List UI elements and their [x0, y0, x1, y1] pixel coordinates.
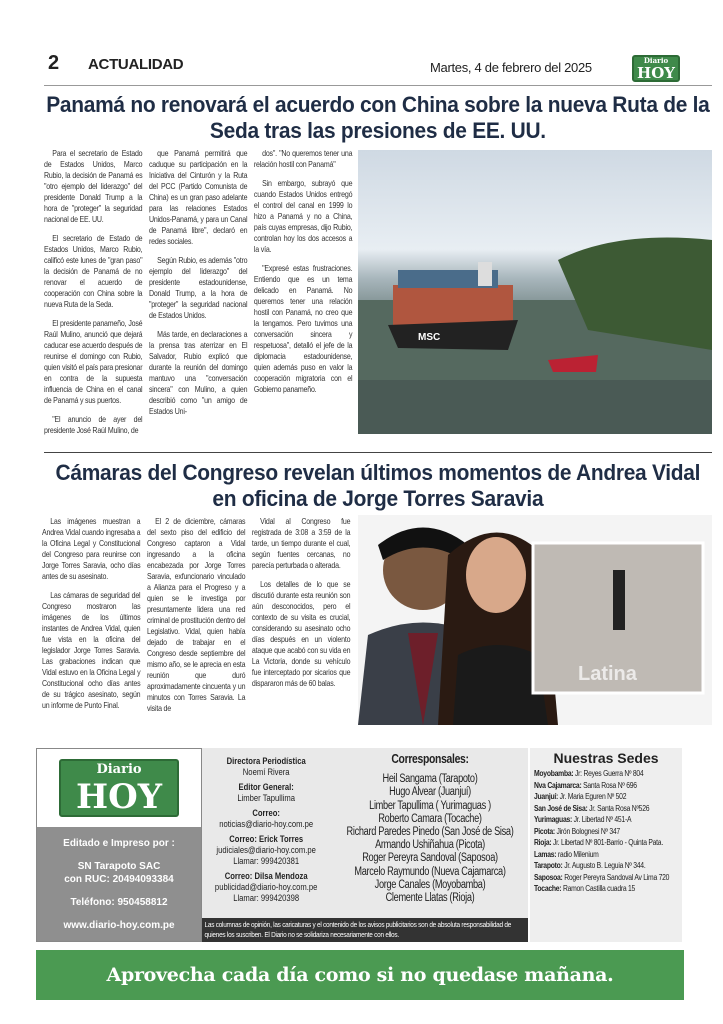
website-link[interactable]: www.diario-hoy.com.pe: [63, 920, 175, 931]
sede-item: [534, 791, 679, 803]
logo-top: Diario: [96, 762, 142, 777]
text-column: [149, 148, 247, 436]
staff-role: Editor General:: [238, 782, 294, 792]
tv-watermark: Latina: [578, 663, 637, 685]
sede-city: Juanjuí:: [534, 792, 559, 801]
sede-address: Jr. Maria Eguren Nº 502: [558, 792, 627, 801]
sede-address: Jr. Augusto B. Leguia Nº 344.: [562, 861, 646, 870]
paragraph: dos". "No queremos tener una relación hostil con Panamá": [253, 148, 353, 169]
company-name: SN Tarapoto SAC: [77, 861, 161, 872]
sede-city: Lamas:: [534, 849, 557, 859]
sede-address: Jr. Libertad Nº 801-Barrio - Quinta Pata.: [551, 838, 663, 847]
staff-value: Limber Tapullima: [237, 793, 296, 803]
article1-photo-ship: [358, 150, 712, 434]
sedes-title: Nuestras Sedes: [553, 750, 659, 766]
paragraph: que Panamá permitirá que caduque su participación en la Iniciativa del Cinturón y la Ruta del PCC (Partido Comunista de China) es un gran paso adelante para las relaciones Estados Unidos-Panamá, y para un Canal de Panamá libre", declaró en redes sociales.: [148, 148, 248, 246]
sede-city: Nva Cajamarca:: [534, 780, 582, 790]
section-title: ACTUALIDAD: [88, 56, 184, 73]
staff-box: [202, 748, 528, 942]
sede-city: Tarapoto:: [534, 861, 563, 870]
paragraph: Sin embargo, subrayó que cuando Estados Unidos entregó el control del canal en 1999 lo hizo a Panamá y no a China, país cuyas empresas, dijo Rubio, controlan hoy los dos accesos a la vía.: [253, 178, 353, 254]
paragraph: Para el secretario de Estado de Estados Unidos, Marco Rubio, la decisión de Panamá es "otro ejemplo del liderazgo" del presidente Donald Trump a la hora de "proteger" la seguridad nacional de EE. UU.: [44, 148, 143, 224]
header-divider: [44, 85, 712, 86]
paragraph: Más tarde, en declaraciones a la prensa tras aterrizar en El Salvador, Rubio explicó que durante la reunión del domingo mantuvo una "conversación sincera" con Mulino, a quien describió como "un amigo de Estados Uni-: [148, 329, 248, 416]
correspondent-item: Armando Ushiñahua (Picota): [375, 839, 485, 852]
correspondents: [332, 752, 528, 905]
sede-city: Saposoa:: [534, 872, 563, 882]
correspondent-item: Roger Pereyra Sandoval (Saposoa): [362, 852, 498, 865]
sede-item: [534, 860, 679, 872]
text-column: [252, 516, 350, 714]
paragraph: El presidente panameño, José Raúl Mulino, anunció que dejará caducar ese acuerdo después de reunirse el domingo con Rubio, quien visitó el país para presionar en contra de la supuesta influencia de China en el canal de Panamá y sus puertos.: [44, 318, 143, 405]
sede-item: [534, 803, 679, 815]
paragraph: Vidal al Congreso fue registrada de 3:08 a 3:59 de la tarde, un tiempo durante el cual, según fuentes cercanas, no parecía perturbada o alterada.: [251, 516, 351, 570]
sede-address: Roger Pereyra Sandoval Av Lima 720: [562, 872, 670, 882]
masthead-box: [36, 748, 202, 942]
sede-address: Santa Rosa Nº 696: [581, 780, 637, 790]
sede-city: Picota:: [534, 826, 555, 836]
paragraph: El secretario de Estado de Estados Unidos, Marco Rubio, calificó este lunes de "gran paso" la decisión de Panamá de no renovar el acuerdo de cooperación con China sobre la nueva Ruta de la Seda.: [44, 233, 143, 309]
article2-body: [42, 516, 352, 714]
staff-value: publicidad@diario-hoy.com.pe: [214, 882, 318, 892]
sede-city: San José de Sisa:: [534, 803, 588, 813]
article2-photo: [358, 515, 712, 725]
sede-item: [534, 768, 679, 780]
sede-city: Rioja:: [534, 838, 552, 847]
logo-top: Diario: [643, 56, 669, 65]
disclaimer-bar: [202, 918, 528, 942]
edited-label: Editado e Impreso por :: [63, 838, 175, 849]
sede-address: Jirón Bolognesi Nº 347: [554, 826, 620, 836]
header-logo: [632, 55, 680, 82]
staff-value: Noemí Rivera: [242, 767, 290, 777]
correspondent-item: Marcelo Raymundo (Nueva Cajamarca): [354, 865, 506, 878]
motto-banner: Aprovecha cada día como si no quedase mañana.: [36, 950, 684, 1000]
correspondents-title: Corresponsales:: [391, 751, 469, 766]
article1-headline: Panamá no renovará el acuerdo con China sobre la nueva Ruta de la Seda tras las presiones de EE. UU.: [46, 92, 710, 143]
sede-item: [534, 837, 679, 849]
sedes-box: [530, 748, 682, 942]
sede-city: Tocache:: [534, 884, 562, 893]
article1-body: [44, 148, 354, 436]
correspondent-item: Jorge Canales (Moyobamba): [374, 878, 486, 891]
disclaimer: Las columnas de opinión, las caricaturas y el contenido de los avisos publicitarios son de absoluta responsabilidad de quienes los suscriben. El Diario no se solidariza necesariamente con ellos.: [204, 920, 512, 939]
logo-main: HOY: [75, 777, 162, 817]
staff-list: [202, 752, 330, 904]
staff-role: Correo: Dilsa Mendoza: [224, 871, 308, 881]
correspondent-item: Roberto Camara (Tocache): [378, 812, 482, 825]
section-divider: [44, 452, 712, 453]
article2-headline: Cámaras del Congreso revelan últimos momentos de Andrea Vidal en oficina de Jorge Torres Saravia: [55, 460, 701, 511]
paragraph: Las imágenes muestran a Andrea Vidal cuando ingresaba a la Oficina Legal y Constitucional del Congreso para reunirse con Jorge Torres Saravia, ocho días antes de su asesinato.: [42, 516, 141, 581]
staff-role: Directora Periodística: [226, 756, 306, 766]
sede-address: Ramon Castilla cuadra 15: [561, 884, 636, 893]
paragraph: Las cámaras de seguridad del Congreso mostraron las imágenes de los últimos instantes de Andrea Vidal, quien fue vista en la oficina del legislador Jorge Torres Saravia. Las grabaciones indican que Vidal estuvo en la Oficina Legal y Constitucional ocho días antes de su trágico asesinato, según un informe de Punto Final.: [42, 590, 141, 710]
sede-city: Yurimaguas:: [534, 815, 573, 824]
sede-item: [534, 849, 679, 861]
logo-main: HOY: [637, 64, 675, 82]
text-column: [44, 148, 142, 436]
paragraph: El 2 de diciembre, cámaras del sexto piso del edificio del Congreso captaron a Vidal ingresando a la oficina encabezada por Jorge Torres Saravia, exfuncionario vinculado a Alianza para el Progreso y a quien se le investiga por presuntamente lidera una red criminal de prostitución dentro del Legislativo. Vidal, quien había dejado de trabajar en el Congreso desde septiembre del mismo año, se le aprecia en esta reunión que duró aproximadamente cincuenta y un minutos con Torres Saravia. La visita de: [146, 516, 246, 713]
paragraph: "Expresé estas frustraciones. Entiendo que es un tema delicado en Panamá. No queremos tener una relación hostil con Panamá, no creo que la tengamos. Pero tuvimos una conversación sincera y respetuosa", detalló el jefe de la diplomacia estadounidense, quien además puso en valor la cooperación migratoria con el Gobierno panameño.: [253, 263, 353, 394]
staff-role: Correo:: [252, 808, 280, 818]
staff-phone: Llamar: 999420398: [233, 893, 300, 903]
footer-logo: [59, 759, 179, 817]
staff-phone: Llamar: 999420381: [233, 856, 300, 866]
sede-item: [534, 780, 679, 792]
sede-address: Jr. Libertad Nº 451-A: [572, 815, 632, 824]
correspondent-item: Clemente Llatas (Rioja): [385, 892, 475, 905]
sede-item: [534, 872, 679, 884]
text-column: [42, 516, 140, 714]
company-ruc: con RUC: 20494093384: [64, 874, 174, 885]
sede-address: Jr: Reyes Guerra Nº 804: [573, 769, 644, 778]
correspondent-item: Richard Paredes Pinedo (San José de Sisa): [346, 826, 514, 839]
paragraph: Los detalles de lo que se discutió durante esta reunión son aún desconocidos, pero el contexto de su visita es crucial, considerando su asesinato ocho días después en un violento ataque que acabó con su vida en La Victoria, donde su vehículo fue interceptado por sicarios que dispararon más de 60 balas.: [251, 579, 351, 688]
issue-date: Martes, 4 de febrero del 2025: [430, 60, 592, 75]
staff-value: noticias@diario-hoy.com.pe: [219, 819, 314, 829]
sede-item: [534, 826, 679, 838]
correspondent-item: Hugo Alvear (Juanjuí): [389, 786, 471, 799]
sede-address: Jr. Santa Rosa Nº526: [587, 803, 650, 813]
text-column: [147, 516, 245, 714]
ship-label: MSC: [418, 332, 441, 343]
correspondent-item: Heil Sangama (Tarapoto): [382, 773, 478, 786]
page-number: 2: [48, 52, 60, 74]
company-phone: Teléfono: 950458812: [70, 897, 168, 908]
paragraph: "El anuncio de ayer del presidente José Raúl Mulino, de: [44, 414, 143, 435]
sede-city: Moyobamba:: [534, 769, 574, 778]
staff-role: Correo: Erick Torres: [229, 834, 304, 844]
correspondent-item: Limber Tapullima ( Yurimaguas ): [369, 799, 491, 812]
sede-item: [534, 814, 679, 826]
text-column: [254, 148, 352, 436]
paragraph: Según Rubio, es además "otro ejemplo del liderazgo" del presidente estadounidense, Donald Trump, a la hora de "proteger" la seguridad nacional de Estados Unidos.: [148, 255, 248, 320]
staff-value: judiciales@diario-hoy.com.pe: [216, 845, 316, 855]
sede-address: radio Milenium: [556, 849, 599, 859]
sede-item: [534, 883, 679, 895]
